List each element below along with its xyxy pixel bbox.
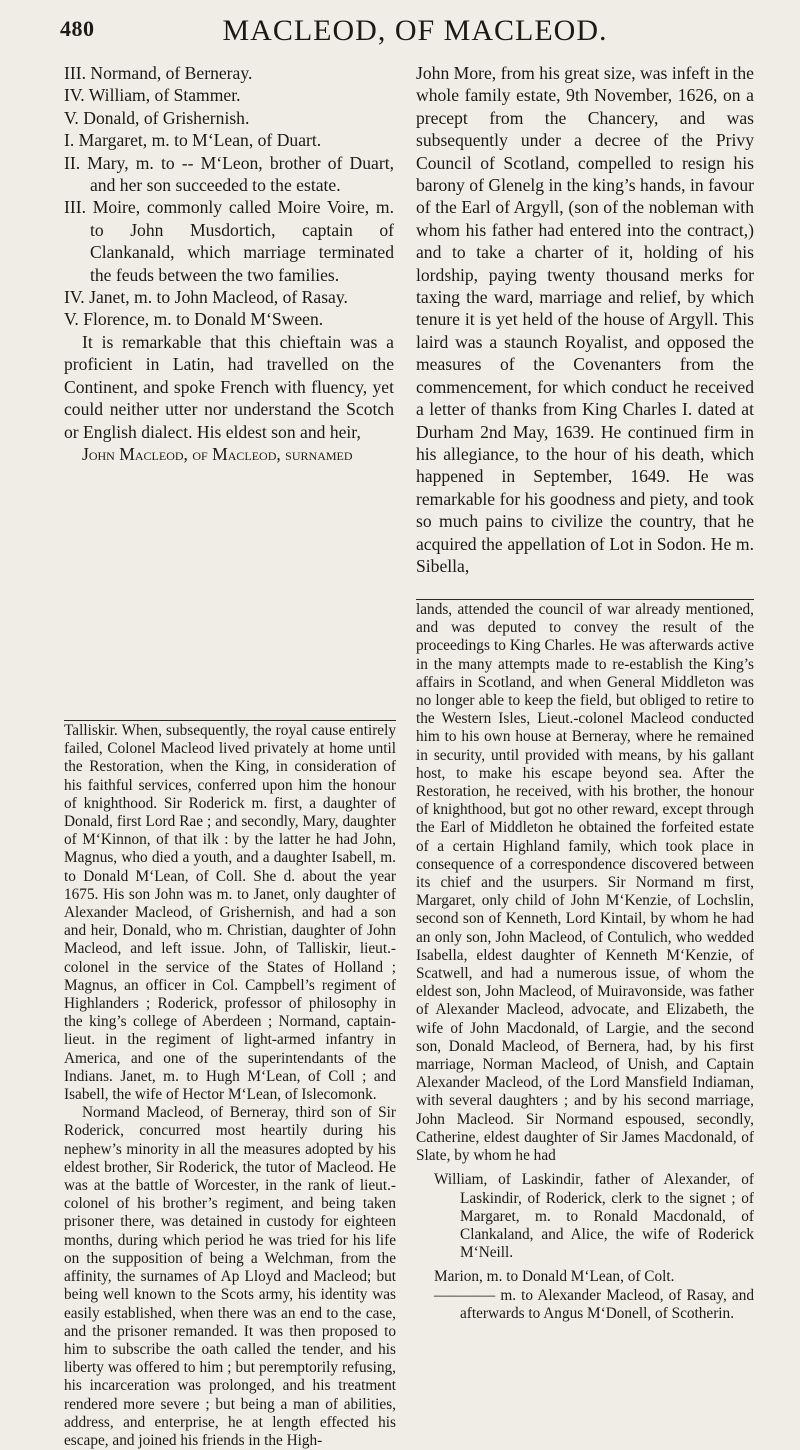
page-number: 480 [60, 16, 95, 41]
paragraph: John More, from his great size, was infeft in the whole family estate, 9th November, 1626, on a precept from the Chancery, and was subsequently under a decree of the Privy Council of Scotland, compelled to resign his barony of Glenelg in the king’s hands, in favour of the Earl of Argyll, (son of the nobleman with whom his father had entered into the contract,) and to take a charter of it, holding of his lordship, paying twenty thousand merks for taxing the ward, marriage and relief, by which tenure it is yet held of the house of Argyll. This laird was a staunch Royalist, and opposed the measures of the Covenanters from the commencement, for which conduct he received a letter of thanks from King Charles I. dated at Durham 2nd May, 1639. He continued firm in his allegiance, to the hour of his death, which happened in September, 1649. He was remarkable for his goodness and piety, and took so much pains to civilize the country, that he acquired the appellation of Lot in Sodon. He m. Sibella, [416, 63, 754, 576]
list-item: II. Mary, m. to -- M‘Leon, brother of Duart, and her son succeeded to the estate. [64, 152, 394, 196]
list-item: III. Moire, commonly called Moire Voire, m. to John Musdortich, captain of Clankanald, which marriage terminated the feuds between the two families. [64, 197, 394, 285]
list-item: V. Florence, m. to Donald M‘Sween. [64, 309, 324, 330]
child-entry: Marion, m. to Donald M‘Lean, of Colt. [434, 1268, 675, 1286]
list-item: I. Margaret, m. to M‘Lean, of Duart. [64, 130, 322, 151]
paragraph: Normand Macleod, of Berneray, third son of Sir Roderick, concurred most heartily during his nephew’s minority in all the measures adopted by his eldest brother, Sir Roderick, the tutor of Macleod. He was at the battle of Worcester, in the rank of lieut.-colonel of his brother’s regiment, and being taken prisoner there, was detained in custody for eighteen months, during which period he was tried for his life on the supposition of being a Welchman, from the affinity, the surnames of Ap Lloyd and Macleod; but being well known to the Scots army, his identity was easily established, when there was an end to the case, and the prisoner remanded. It was then proposed to him to subscribe the oath called the tender, and his liberty was offered to him ; but peremptorily refusing, his incarceration was prolonged, and his treatment rendered more severe ; but being a man of abilities, address, and enterprise, he at length effected his escape, and joined his friends in the High- [64, 1104, 396, 1449]
list-item: III. Normand, of Berneray. [64, 63, 253, 83]
section-rule-right [416, 599, 754, 600]
paragraph: lands, attended the council of war already mentioned, and was deputed to convey the result of the proceedings to King Charles. He was afterwards active in the many attempts made to re-establish the King’s affairs in Scotland, and when General Middleton was no longer able to keep the field, but obliged to retire to the Western Isles, Lieut.-colonel Macleod conducted him to his own house at Berneray, where he remained in security, until provided with means, by his gallant host, to make his escape beyond sea. After the Restoration, he received, with his brother, the honour of knighthood, but got no other reward, except through the Earl of Middleton he obtained the forfeited estate of a certain Highland family, which took place in consequence of a correspondence discovered between its chief and the usurpers. Sir Normand m first, Margaret, only child of John M‘Kenzie, of Lochslin, second son of Kenneth, Lord Kintail, by whom he had an only son, John Macleod, of Contulich, who wedded Isabella, eldest daughter of Kenneth M‘Kenzie, of Scatwell, and had a numerous issue, of whom the eldest son, John Macleod, of Muiravonside, was father of Alexander Macleod, advocate, and Elizabeth, the wife of John Macdonald, of Largie, and the second son, Donald Macleod, of Bernera, had, by his first marriage, Norman Macleod, of Unish, and Captain Alexander Macleod, of the Lord Mansfield Indiaman, with several daughters ; and by his second marriage, John Macleod. Sir Normand espoused, secondly, Catherine, eldest daughter of Sir James Macdonald, of Slate, by whom he had [416, 601, 754, 1165]
left-column-bottom [64, 722, 396, 1450]
list-item: IV. William, of Stammer. [64, 85, 241, 106]
running-title: MACLEOD, OF MACLEOD. [222, 14, 608, 47]
paragraph: Talliskir. When, subsequently, the royal cause entirely failed, Colonel Macleod lived privately at home until the Restoration, when the King, in consideration of his faithful services, conferred upon him the honour of knighthood. Sir Roderick m. first, a daughter of Donald, first Lord Rae ; and secondly, Mary, daughter of M‘Kinnon, of that ilk : by the latter he had John, Magnus, who died a youth, and a daughter Isabell, m. to Donald M‘Lean, of Coll. She d. about the year 1675. His son John was m. to Janet, only daughter of Alexander Macleod, of Grishernish, and had a son and heir, Donald, who m. Christian, daughter of John Macleod, and left issue. John, of Talliskir, lieut.-colonel in the service of the States of Holland ; Magnus, an officer in Col. Campbell’s regiment of Highlanders ; Roderick, professor of philosophy in the king’s college of Aberdeen ; Normand, captain-lieut. in the regiment of light-armed infantry in America, and one of the superintendants of the Indians. Janet, m. to Hugh M‘Lean, of Coll ; and Isabell, the wife of Hector M‘Lean, of Islecomonk. [64, 722, 396, 1104]
list-item: IV. Janet, m. to John Macleod, of Rasay. [64, 287, 348, 308]
right-column-bottom [416, 601, 754, 1323]
page-header [0, 14, 800, 54]
section-rule-left [64, 720, 396, 721]
list-item: V. Donald, of Grishernish. [64, 107, 250, 128]
left-column-top [64, 62, 394, 465]
child-entry: William, of Laskindir, father of Alexander, of Laskindir, of Roderick, clerk to the signet ; of Margaret, m. to Ronald Macdonald, of Clankaland, and Alice, the wife of Roderick M‘Neill. [434, 1171, 754, 1262]
paragraph: It is remarkable that this chieftain was a proficient in Latin, had travelled on the Continent, and spoke French with fluency, yet could neither utter nor understand the Scotch or English dialect. His eldest son and heir, [64, 331, 394, 442]
child-entry: ———— m. to Alexander Macleod, of Rasay, and afterwards to Angus M‘Donell, of Scotherin. [434, 1286, 754, 1322]
heir-line: John Macleod, of Macleod, surnamed [82, 443, 353, 464]
right-column-top [416, 62, 754, 577]
